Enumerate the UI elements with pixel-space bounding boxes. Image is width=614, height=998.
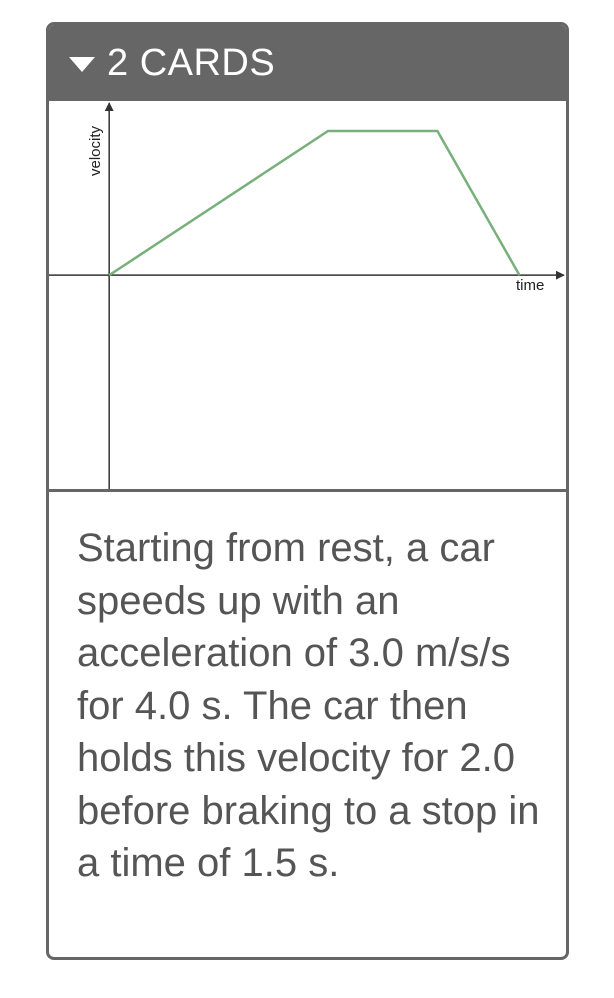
problem-card[interactable] xyxy=(49,492,566,957)
velocity-series-line-0 xyxy=(109,131,519,275)
graph-card[interactable] xyxy=(49,101,566,492)
velocity-axis-label: velocity xyxy=(87,125,105,176)
problem-statement: Starting from rest, a car speeds up with an acceleration of 3.0 m/s/s for 4.0 s. The car then holds this velocity for 2.0 before braking to a stop in a time of 1.5 s. xyxy=(77,526,540,885)
card-count-label: 2 CARDS xyxy=(107,41,276,84)
card-stack-header[interactable] xyxy=(49,25,566,101)
time-axis-label: time xyxy=(516,277,545,295)
caret-down-icon[interactable] xyxy=(69,57,95,72)
velocity-time-graph xyxy=(49,101,566,489)
card-stack xyxy=(46,22,569,960)
